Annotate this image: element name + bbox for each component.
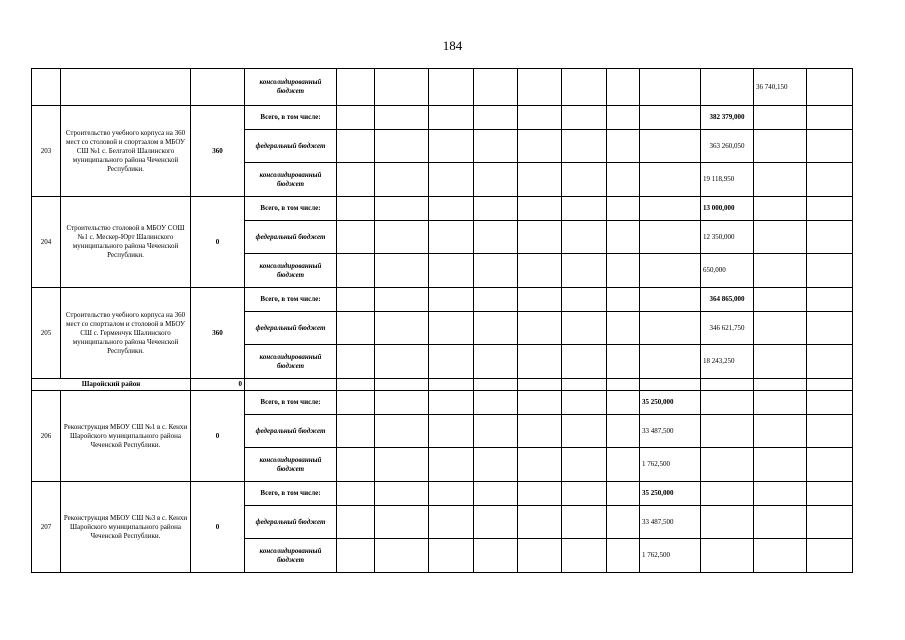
value-cell: 363 260,050 (701, 130, 754, 163)
empty-cell (640, 69, 701, 106)
empty-cell (337, 254, 375, 288)
budget-type-cell: консолидированный бюджет (245, 254, 337, 288)
empty-cell (562, 163, 607, 197)
empty-cell (807, 106, 853, 130)
empty-cell (562, 391, 607, 415)
value-cell: 650,000 (701, 254, 754, 288)
empty-cell (429, 69, 474, 106)
value-cell: 33 487,500 (640, 415, 701, 448)
empty-cell (701, 539, 754, 573)
budget-type-cell: консолидированный бюджет (245, 539, 337, 573)
empty-cell (337, 163, 375, 197)
empty-cell (474, 163, 518, 197)
budget-type-cell: Всего, в том числе: (245, 106, 337, 130)
project-name: Реконструкция МБОУ СШ №1 в с. Кенхи Шаройского муниципального района Чеченской Республики. (61, 391, 191, 482)
empty-cell (474, 391, 518, 415)
row-number: 204 (32, 197, 61, 288)
empty-cell (701, 379, 754, 391)
empty-cell (807, 448, 853, 482)
empty-cell (562, 379, 607, 391)
row-number: 205 (32, 288, 61, 379)
empty-cell (429, 254, 474, 288)
empty-cell (562, 345, 607, 379)
value-cell: 1 762,500 (640, 448, 701, 482)
empty-cell (518, 221, 562, 254)
empty-cell (807, 221, 853, 254)
project-name: Строительство учебного корпуса на 360 мест со спортзалом и столовой в МБОУ СШ с. Герменчук Шалинского муниципального района Чеченской Республики. (61, 288, 191, 379)
empty-cell (337, 482, 375, 506)
budget-type-cell: Всего, в том числе: (245, 288, 337, 312)
empty-cell (474, 197, 518, 221)
empty-cell (337, 130, 375, 163)
empty-cell (375, 506, 429, 539)
empty-cell (562, 221, 607, 254)
empty-cell (518, 106, 562, 130)
budget-type-cell: консолидированный бюджет (245, 448, 337, 482)
empty-cell (337, 106, 375, 130)
empty-cell (607, 415, 640, 448)
empty-cell (375, 254, 429, 288)
empty-cell (518, 482, 562, 506)
empty-cell (607, 539, 640, 573)
empty-cell (518, 69, 562, 106)
empty-cell (429, 197, 474, 221)
empty-cell (807, 506, 853, 539)
empty-cell (607, 448, 640, 482)
empty-cell (474, 130, 518, 163)
empty-cell (562, 482, 607, 506)
empty-cell (375, 345, 429, 379)
empty-cell (375, 482, 429, 506)
empty-cell (32, 69, 61, 106)
empty-cell (701, 448, 754, 482)
capacity-cell: 0 (191, 391, 245, 482)
capacity-cell: 0 (191, 197, 245, 288)
table-row (32, 106, 853, 130)
empty-cell (337, 69, 375, 106)
empty-cell (754, 288, 807, 312)
empty-cell (474, 506, 518, 539)
empty-cell (754, 448, 807, 482)
empty-cell (474, 288, 518, 312)
empty-cell (474, 106, 518, 130)
empty-cell (807, 69, 853, 106)
district-name: Шаройский район (32, 379, 191, 391)
empty-cell (337, 448, 375, 482)
budget-type-cell: Всего, в том числе: (245, 391, 337, 415)
empty-cell (701, 506, 754, 539)
table-row (32, 288, 853, 312)
budget-type-cell: Всего, в том числе: (245, 197, 337, 221)
empty-cell (807, 539, 853, 573)
budget-table (31, 68, 853, 573)
empty-cell (518, 539, 562, 573)
empty-cell (701, 415, 754, 448)
empty-cell (245, 379, 337, 391)
row-number: 207 (32, 482, 61, 573)
empty-cell (754, 482, 807, 506)
empty-cell (607, 197, 640, 221)
empty-cell (474, 345, 518, 379)
value-cell: 18 243,250 (701, 345, 754, 379)
empty-cell (607, 379, 640, 391)
empty-cell (640, 221, 701, 254)
empty-cell (754, 345, 807, 379)
empty-cell (518, 506, 562, 539)
value-cell: 382 379,000 (701, 106, 754, 130)
empty-cell (375, 197, 429, 221)
empty-cell (562, 197, 607, 221)
empty-cell (807, 345, 853, 379)
empty-cell (807, 391, 853, 415)
empty-cell (474, 254, 518, 288)
empty-cell (562, 106, 607, 130)
empty-cell (429, 288, 474, 312)
empty-cell (607, 221, 640, 254)
budget-type-cell: консолидированный бюджет (245, 69, 337, 106)
empty-cell (518, 312, 562, 345)
value-cell: 346 621,750 (701, 312, 754, 345)
empty-cell (701, 482, 754, 506)
empty-cell (754, 391, 807, 415)
empty-cell (474, 482, 518, 506)
empty-cell (429, 539, 474, 573)
empty-cell (701, 391, 754, 415)
row-number: 203 (32, 106, 61, 197)
budget-type-cell: федеральный бюджет (245, 130, 337, 163)
empty-cell (807, 482, 853, 506)
empty-cell (562, 69, 607, 106)
empty-cell (607, 391, 640, 415)
empty-cell (807, 379, 853, 391)
value-cell: 35 250,000 (640, 482, 701, 506)
empty-cell (429, 312, 474, 345)
budget-type-cell: Всего, в том числе: (245, 482, 337, 506)
empty-cell (337, 506, 375, 539)
table-row (32, 69, 853, 106)
empty-cell (375, 312, 429, 345)
empty-cell (562, 448, 607, 482)
empty-cell (754, 106, 807, 130)
empty-cell (607, 254, 640, 288)
empty-cell (518, 379, 562, 391)
empty-cell (807, 415, 853, 448)
empty-cell (429, 391, 474, 415)
empty-cell (807, 197, 853, 221)
empty-cell (807, 130, 853, 163)
empty-cell (337, 379, 375, 391)
empty-cell (474, 415, 518, 448)
empty-cell (474, 448, 518, 482)
empty-cell (337, 391, 375, 415)
budget-type-cell: федеральный бюджет (245, 312, 337, 345)
empty-cell (518, 345, 562, 379)
empty-cell (337, 221, 375, 254)
empty-cell (607, 288, 640, 312)
empty-cell (518, 130, 562, 163)
empty-cell (429, 163, 474, 197)
value-cell: 1 762,500 (640, 539, 701, 573)
empty-cell (375, 163, 429, 197)
empty-cell (429, 482, 474, 506)
table-row (32, 482, 853, 506)
empty-cell (607, 106, 640, 130)
value-cell: 33 487,500 (640, 506, 701, 539)
district-count: 0 (191, 379, 245, 391)
value-cell: 35 250,000 (640, 391, 701, 415)
budget-type-cell: федеральный бюджет (245, 221, 337, 254)
empty-cell (375, 448, 429, 482)
empty-cell (429, 448, 474, 482)
empty-cell (562, 288, 607, 312)
empty-cell (191, 69, 245, 106)
empty-cell (607, 163, 640, 197)
empty-cell (474, 69, 518, 106)
empty-cell (640, 312, 701, 345)
value-cell: 13 000,000 (701, 197, 754, 221)
capacity-cell: 360 (191, 288, 245, 379)
empty-cell (754, 163, 807, 197)
empty-cell (607, 69, 640, 106)
empty-cell (375, 415, 429, 448)
empty-cell (607, 482, 640, 506)
empty-cell (474, 379, 518, 391)
empty-cell (429, 221, 474, 254)
empty-cell (375, 539, 429, 573)
empty-cell (701, 69, 754, 106)
empty-cell (607, 345, 640, 379)
empty-cell (807, 288, 853, 312)
empty-cell (518, 415, 562, 448)
empty-cell (375, 379, 429, 391)
empty-cell (640, 163, 701, 197)
empty-cell (337, 539, 375, 573)
empty-cell (474, 539, 518, 573)
empty-cell (337, 345, 375, 379)
empty-cell (429, 106, 474, 130)
empty-cell (640, 345, 701, 379)
empty-cell (375, 130, 429, 163)
empty-cell (607, 312, 640, 345)
value-cell: 364 865,000 (701, 288, 754, 312)
empty-cell (640, 106, 701, 130)
empty-cell (337, 312, 375, 345)
budget-type-cell: федеральный бюджет (245, 506, 337, 539)
empty-cell (562, 415, 607, 448)
empty-cell (518, 163, 562, 197)
value-cell: 36 740,150 (754, 69, 807, 106)
empty-cell (337, 197, 375, 221)
row-number: 206 (32, 391, 61, 482)
empty-cell (61, 69, 191, 106)
empty-cell (375, 69, 429, 106)
project-name: Реконструкция МБОУ СШ №3 в с. Кенхи Шаройского муниципального района Чеченской Республики. (61, 482, 191, 573)
empty-cell (562, 130, 607, 163)
empty-cell (807, 163, 853, 197)
capacity-cell: 0 (191, 482, 245, 573)
empty-cell (807, 312, 853, 345)
empty-cell (754, 130, 807, 163)
value-cell: 19 118,950 (701, 163, 754, 197)
project-name: Строительство учебного корпуса на 360 мест со столовой и спортзалом в МБОУ СШ №1 с. Белгатой Шалинского муниципального района Чеченской Республики. (61, 106, 191, 197)
empty-cell (754, 539, 807, 573)
empty-cell (607, 130, 640, 163)
capacity-cell: 360 (191, 106, 245, 197)
empty-cell (562, 312, 607, 345)
empty-cell (375, 288, 429, 312)
district-row (32, 379, 853, 391)
empty-cell (807, 254, 853, 288)
budget-type-cell: консолидированный бюджет (245, 345, 337, 379)
empty-cell (754, 254, 807, 288)
empty-cell (337, 288, 375, 312)
table-row (32, 391, 853, 415)
empty-cell (754, 197, 807, 221)
empty-cell (337, 415, 375, 448)
empty-cell (754, 221, 807, 254)
empty-cell (518, 197, 562, 221)
empty-cell (640, 254, 701, 288)
empty-cell (562, 254, 607, 288)
value-cell: 12 350,000 (701, 221, 754, 254)
budget-type-cell: консолидированный бюджет (245, 163, 337, 197)
empty-cell (375, 391, 429, 415)
empty-cell (474, 221, 518, 254)
project-name: Строительство столовой в МБОУ СОШ №1 с. Мескер-Юрт Шалинского муниципального района Чеченской Республики. (61, 197, 191, 288)
empty-cell (518, 288, 562, 312)
empty-cell (518, 254, 562, 288)
empty-cell (429, 379, 474, 391)
empty-cell (518, 391, 562, 415)
empty-cell (607, 506, 640, 539)
empty-cell (429, 415, 474, 448)
empty-cell (754, 506, 807, 539)
empty-cell (640, 130, 701, 163)
page-number: 184 (442, 38, 463, 53)
empty-cell (640, 197, 701, 221)
empty-cell (640, 379, 701, 391)
empty-cell (429, 345, 474, 379)
empty-cell (429, 506, 474, 539)
empty-cell (640, 288, 701, 312)
empty-cell (754, 312, 807, 345)
empty-cell (429, 130, 474, 163)
budget-type-cell: федеральный бюджет (245, 415, 337, 448)
empty-cell (375, 106, 429, 130)
empty-cell (754, 379, 807, 391)
empty-cell (518, 448, 562, 482)
empty-cell (562, 506, 607, 539)
table-row (32, 197, 853, 221)
empty-cell (375, 221, 429, 254)
empty-cell (562, 539, 607, 573)
empty-cell (754, 415, 807, 448)
empty-cell (474, 312, 518, 345)
